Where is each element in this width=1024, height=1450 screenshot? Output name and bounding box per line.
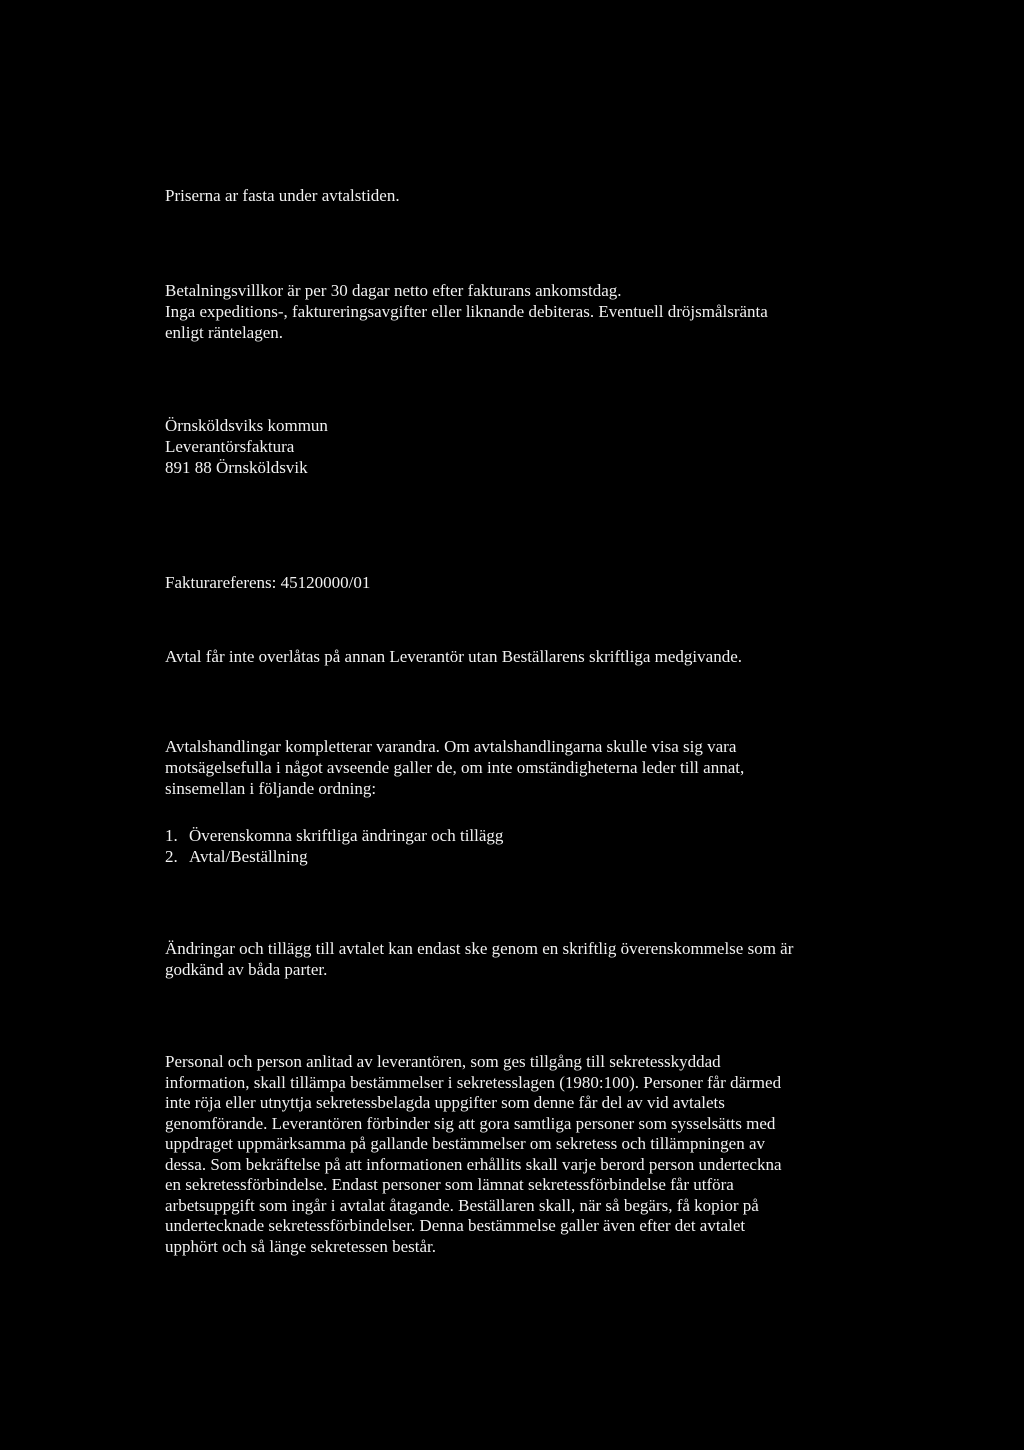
amendments-line-2: godkänd av båda parter.	[165, 960, 328, 979]
confidentiality-line-10: upphört och så länge sekretessen består.	[165, 1236, 436, 1256]
confidentiality-line-9: undertecknade sekretessförbindelser. Denna bestämmelse galler även efter det avtalet	[165, 1216, 746, 1235]
address-line-2: Leverantörsfaktura	[165, 437, 295, 456]
invoice-reference-text: Fakturareferens: 45120000/01	[165, 573, 371, 592]
billing-address	[165, 415, 885, 478]
list-item	[165, 846, 885, 867]
list-item-number: 1.	[165, 826, 178, 845]
documents-line-3: sinsemellan i följande ordning:	[165, 779, 377, 798]
confidentiality-line-7: en sekretessförbindelse. Endast personer som lämnat sekretessförbindelse får utföra	[165, 1175, 734, 1194]
payment-line-1: Betalningsvillkor är per 30 dagar netto efter fakturans ankomstdag.	[165, 281, 622, 300]
confidentiality-line-8: arbetsuppgift som ingår i avtalat åtagande. Beställaren skall, när så begärs, få kopior på	[165, 1195, 759, 1215]
precedence-order-list	[165, 825, 885, 867]
assignment-text: Avtal får inte overlåtas på annan Leverantör utan Beställarens skriftliga medgivande.	[165, 647, 742, 666]
payment-terms-paragraph	[165, 280, 885, 343]
confidentiality-line-6: dessa. Som bekräftelse på att informationen erhållits skall varje berord person underteckna	[165, 1154, 782, 1174]
confidentiality-line-4: genomförande. Leverantören förbinder sig att gora samtliga personer som sysselsätts med	[165, 1113, 776, 1133]
contract-documents-paragraph	[165, 736, 885, 799]
address-line-3: 891 88 Örnsköldsvik	[165, 458, 308, 477]
documents-line-1: Avtalshandlingar kompletterar varandra. Om avtalshandlingarna skulle visa sig vara	[165, 737, 737, 756]
prices-paragraph	[165, 185, 885, 206]
confidentiality-line-1: Personal och person anlitad av leverantören, som ges tillgång till sekretesskyddad	[165, 1052, 721, 1071]
assignment-paragraph	[165, 646, 885, 667]
amendments-paragraph	[165, 938, 885, 980]
amendments-line-1: Ändringar och tillägg till avtalet kan endast ske genom en skriftlig överenskommelse som är	[165, 939, 794, 958]
list-item	[165, 825, 885, 846]
list-item-number: 2.	[165, 847, 178, 866]
address-line-1: Örnsköldsviks kommun	[165, 416, 328, 435]
list-item-text: Avtal/Beställning	[189, 847, 308, 866]
payment-line-2: Inga expeditions-, faktureringsavgifter eller liknande debiteras. Eventuell dröjsmålsränta	[165, 302, 768, 321]
confidentiality-line-2: information, skall tillämpa bestämmelser i sekretesslagen (1980:100). Personer får därmed	[165, 1072, 782, 1092]
documents-line-2: motsägelsefulla i något avseende galler de, om inte omständigheterna leder till annat,	[165, 758, 745, 777]
confidentiality-line-5: uppdraget uppmärksamma på gallande bestämmelser om sekretess och tillämpningen av	[165, 1134, 766, 1153]
list-item-text: Överenskomna skriftliga ändringar och tillägg	[189, 826, 504, 845]
prices-text: Priserna ar fasta under avtalstiden.	[165, 186, 400, 205]
payment-line-3: enligt räntelagen.	[165, 323, 284, 342]
confidentiality-paragraph	[165, 1052, 885, 1257]
confidentiality-line-3: inte röja eller utnyttja sekretessbelagda uppgifter som denne får del av vid avtalets	[165, 1093, 725, 1112]
invoice-reference-paragraph	[165, 572, 885, 593]
